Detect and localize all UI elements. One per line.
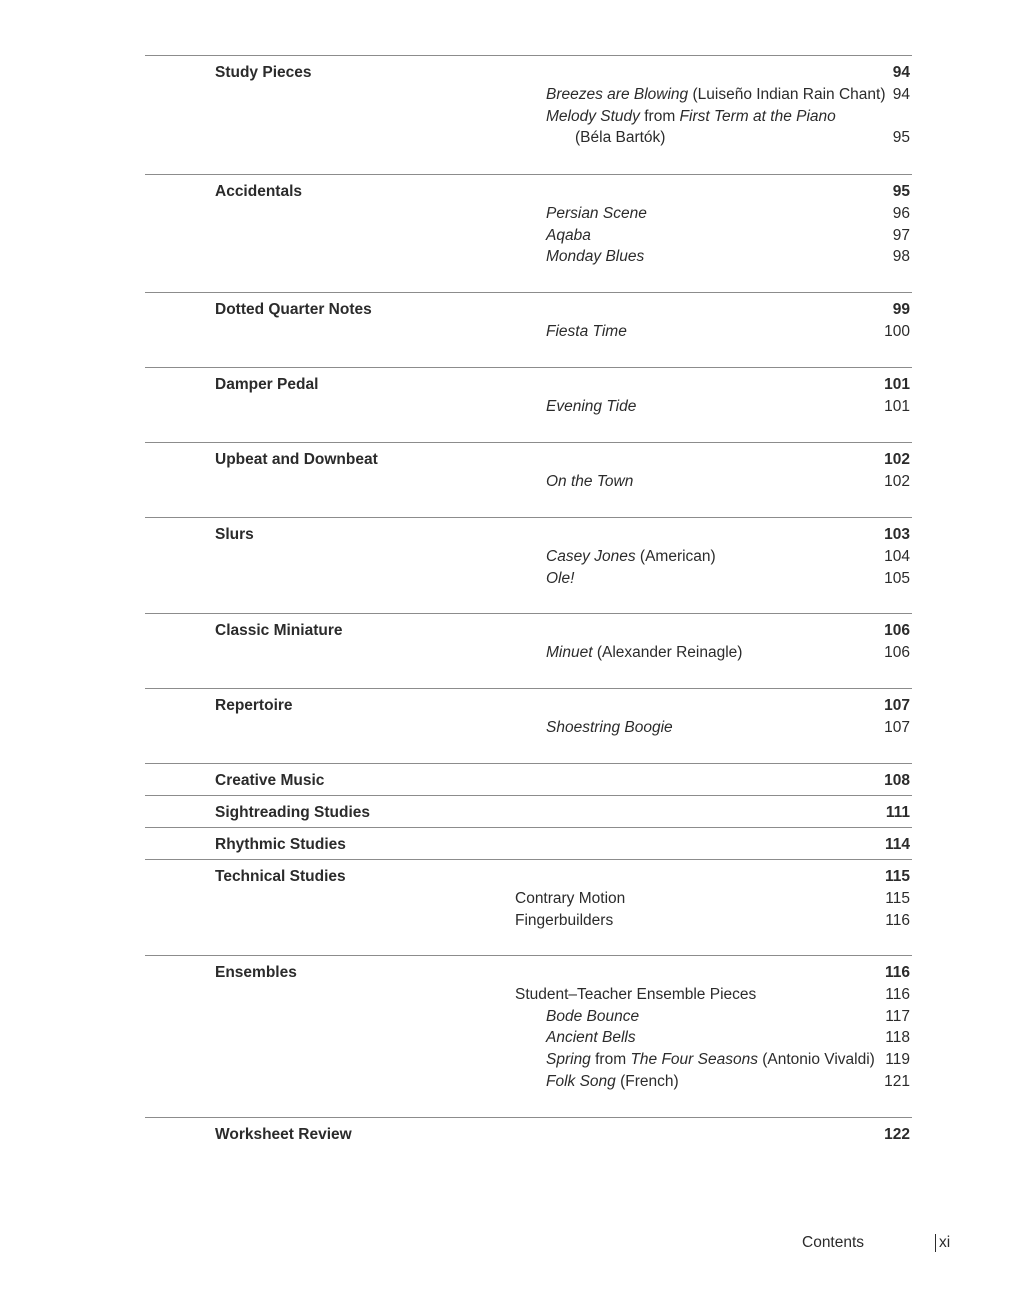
entry-title bbox=[575, 127, 665, 149]
section-title: Upbeat and Downbeat bbox=[215, 451, 378, 468]
section-title: Classic Miniature bbox=[215, 622, 343, 639]
entry-title-italic: The Four Seasons bbox=[630, 1051, 758, 1069]
section-page-number: 95 bbox=[892, 183, 910, 200]
entry-title bbox=[546, 203, 647, 225]
footer-page-number: xi bbox=[939, 1234, 951, 1251]
section-page-number: 106 bbox=[884, 622, 910, 639]
entry-title bbox=[515, 888, 625, 910]
toc-section-heading[interactable] bbox=[145, 449, 912, 471]
toc-section bbox=[145, 367, 912, 428]
entry-title bbox=[546, 321, 627, 343]
entry-title-text: (Alexander Reinagle) bbox=[592, 643, 743, 661]
entry-title bbox=[546, 225, 591, 247]
footer-section-label: Contents bbox=[802, 1234, 865, 1251]
toc-entry[interactable] bbox=[145, 225, 912, 247]
section-title: Sightreading Studies bbox=[215, 804, 371, 821]
toc-section bbox=[145, 174, 912, 278]
section-page-number: 116 bbox=[884, 964, 910, 981]
toc-section bbox=[145, 292, 912, 353]
entry-title-italic: Minuet bbox=[546, 643, 593, 661]
section-page-number: 111 bbox=[885, 804, 910, 821]
entry-title-italic: Persian Scene bbox=[546, 204, 647, 222]
entry-title bbox=[546, 546, 716, 568]
section-page-number: 101 bbox=[884, 376, 910, 393]
section-title: Accidentals bbox=[215, 183, 303, 200]
toc-entry[interactable] bbox=[145, 910, 912, 932]
section-page-number: 107 bbox=[884, 697, 910, 714]
toc-section bbox=[145, 442, 912, 503]
section-title: Damper Pedal bbox=[215, 376, 319, 393]
toc-section-heading[interactable] bbox=[145, 962, 912, 984]
entry-page-number: 101 bbox=[884, 397, 910, 415]
entry-title bbox=[546, 396, 636, 418]
entry-title-text: (Antonio Vivaldi) bbox=[757, 1051, 875, 1069]
toc-entry[interactable] bbox=[145, 546, 912, 568]
toc-entry[interactable] bbox=[145, 84, 912, 106]
entry-page-number: 107 bbox=[884, 718, 910, 736]
entry-title bbox=[546, 246, 644, 268]
entry-page-number: 97 bbox=[892, 226, 910, 244]
section-title: Technical Studies bbox=[215, 868, 346, 885]
entry-title bbox=[546, 1071, 679, 1093]
entry-page-number: 118 bbox=[885, 1029, 910, 1047]
footer-divider bbox=[935, 1234, 936, 1252]
entry-title-text: from bbox=[639, 107, 680, 125]
toc-section-heading[interactable] bbox=[145, 299, 912, 321]
entry-title bbox=[546, 1027, 636, 1049]
entry-title-text: (French) bbox=[615, 1073, 679, 1090]
entry-page-number: 116 bbox=[885, 911, 910, 929]
entry-page-number: 95 bbox=[892, 129, 910, 147]
entry-title-text: (Luiseño Indian Rain Chant) bbox=[688, 85, 886, 103]
toc-section bbox=[145, 613, 912, 674]
entry-title-italic: Breezes are Blowing bbox=[546, 85, 689, 103]
section-page-number: 102 bbox=[884, 451, 910, 468]
toc-section bbox=[145, 955, 912, 1103]
entry-page-number: 100 bbox=[884, 322, 910, 340]
toc-section-heading[interactable] bbox=[145, 181, 912, 203]
toc-entry[interactable] bbox=[145, 396, 912, 418]
entry-title bbox=[546, 1006, 639, 1028]
toc-entry[interactable] bbox=[145, 642, 912, 664]
entry-page-number: 94 bbox=[892, 85, 910, 103]
toc-entry[interactable] bbox=[145, 246, 912, 268]
section-page-number: 114 bbox=[884, 836, 910, 853]
entry-title-text: Student–Teacher Ensemble Pieces bbox=[515, 985, 757, 1003]
entry-title-text: from bbox=[590, 1051, 631, 1069]
entry-title-text: (American) bbox=[635, 547, 716, 565]
entry-title-text: Fingerbuilders bbox=[515, 911, 614, 929]
entry-page-number: 105 bbox=[884, 569, 910, 587]
toc-section-heading[interactable] bbox=[145, 62, 912, 84]
entry-title bbox=[546, 84, 886, 106]
section-title: Rhythmic Studies bbox=[215, 836, 346, 853]
entry-title bbox=[546, 106, 836, 128]
toc-section-heading[interactable] bbox=[145, 620, 912, 642]
entry-title-italic: Spring bbox=[546, 1051, 591, 1069]
entry-page-number: 98 bbox=[892, 248, 910, 266]
section-page-number: 94 bbox=[892, 64, 910, 81]
section-page-number: 122 bbox=[884, 1126, 910, 1143]
section-title: Creative Music bbox=[215, 772, 325, 789]
toc-entry[interactable] bbox=[145, 203, 912, 225]
entry-page-number: 119 bbox=[885, 1051, 910, 1069]
entry-page-number: 96 bbox=[892, 204, 910, 222]
entry-title-italic: On the Town bbox=[546, 472, 634, 490]
toc-section-heading[interactable] bbox=[145, 802, 912, 824]
section-title: Dotted Quarter Notes bbox=[215, 301, 372, 318]
entry-page-number: 102 bbox=[884, 472, 910, 490]
section-title: Ensembles bbox=[215, 964, 297, 981]
toc-section-heading[interactable] bbox=[145, 1124, 912, 1146]
toc-section bbox=[145, 55, 912, 159]
entry-title-italic: Evening Tide bbox=[546, 397, 637, 415]
toc-section-heading[interactable] bbox=[145, 834, 912, 856]
toc-entry[interactable] bbox=[145, 127, 912, 149]
entry-title-italic: First Term at the Piano bbox=[679, 107, 836, 125]
toc-entry[interactable] bbox=[145, 1049, 912, 1071]
entry-title-italic: Casey Jones bbox=[546, 547, 636, 565]
entry-title-text: Contrary Motion bbox=[515, 889, 626, 907]
toc-entry[interactable] bbox=[145, 321, 912, 343]
section-page-number: 99 bbox=[892, 301, 910, 318]
entry-page-number: 116 bbox=[885, 985, 910, 1003]
entry-page-number: 121 bbox=[884, 1073, 910, 1090]
entry-title-italic: Melody Study bbox=[546, 107, 640, 125]
entry-title bbox=[546, 642, 742, 664]
toc-section bbox=[145, 859, 912, 941]
entry-title bbox=[546, 1049, 875, 1071]
toc-entry[interactable] bbox=[145, 106, 912, 128]
entry-title-italic: Monday Blues bbox=[546, 248, 645, 266]
toc-section-heading[interactable] bbox=[145, 374, 912, 396]
entry-title-italic: Folk Song bbox=[546, 1073, 616, 1090]
entry-page-number: 117 bbox=[885, 1007, 910, 1025]
entry-title-text: (Béla Bartók) bbox=[575, 129, 666, 147]
section-title: Worksheet Review bbox=[215, 1126, 352, 1143]
entry-title-italic: Aqaba bbox=[546, 226, 591, 244]
entry-title bbox=[546, 471, 633, 493]
toc-entry[interactable] bbox=[145, 717, 912, 739]
section-page-number: 115 bbox=[884, 868, 910, 885]
entry-page-number: 115 bbox=[885, 889, 910, 907]
toc-section-heading[interactable] bbox=[145, 866, 912, 888]
section-title: Study Pieces bbox=[215, 64, 312, 81]
toc-section bbox=[145, 1117, 912, 1156]
entry-title bbox=[515, 910, 613, 932]
entry-title bbox=[515, 984, 756, 1006]
toc-section bbox=[145, 517, 912, 599]
toc-entry[interactable] bbox=[145, 984, 912, 1006]
toc-section bbox=[145, 688, 912, 749]
toc-entry[interactable] bbox=[145, 1027, 912, 1049]
entry-page-number: 106 bbox=[884, 643, 910, 661]
section-title: Repertoire bbox=[215, 697, 293, 714]
entry-title bbox=[546, 717, 673, 739]
section-page-number: 103 bbox=[884, 526, 910, 543]
toc-section-heading[interactable] bbox=[145, 695, 912, 717]
toc-entry[interactable] bbox=[145, 471, 912, 493]
entry-title-italic: Ole! bbox=[546, 569, 575, 587]
toc-section-heading[interactable] bbox=[145, 524, 912, 546]
entry-title-italic: Bode Bounce bbox=[546, 1007, 640, 1025]
entry-title bbox=[546, 568, 574, 590]
entry-title-italic: Ancient Bells bbox=[546, 1029, 636, 1047]
toc-section-heading[interactable] bbox=[145, 770, 912, 792]
entry-title-italic: Fiesta Time bbox=[546, 322, 627, 340]
toc-entry[interactable] bbox=[145, 1071, 912, 1093]
toc-entry[interactable] bbox=[145, 568, 912, 590]
entry-title-italic: Shoestring Boogie bbox=[546, 718, 673, 736]
toc-entry[interactable] bbox=[145, 888, 912, 910]
toc-entry[interactable] bbox=[145, 1006, 912, 1028]
section-title: Slurs bbox=[215, 526, 254, 543]
entry-page-number: 104 bbox=[884, 547, 910, 565]
section-page-number: 108 bbox=[884, 772, 910, 789]
